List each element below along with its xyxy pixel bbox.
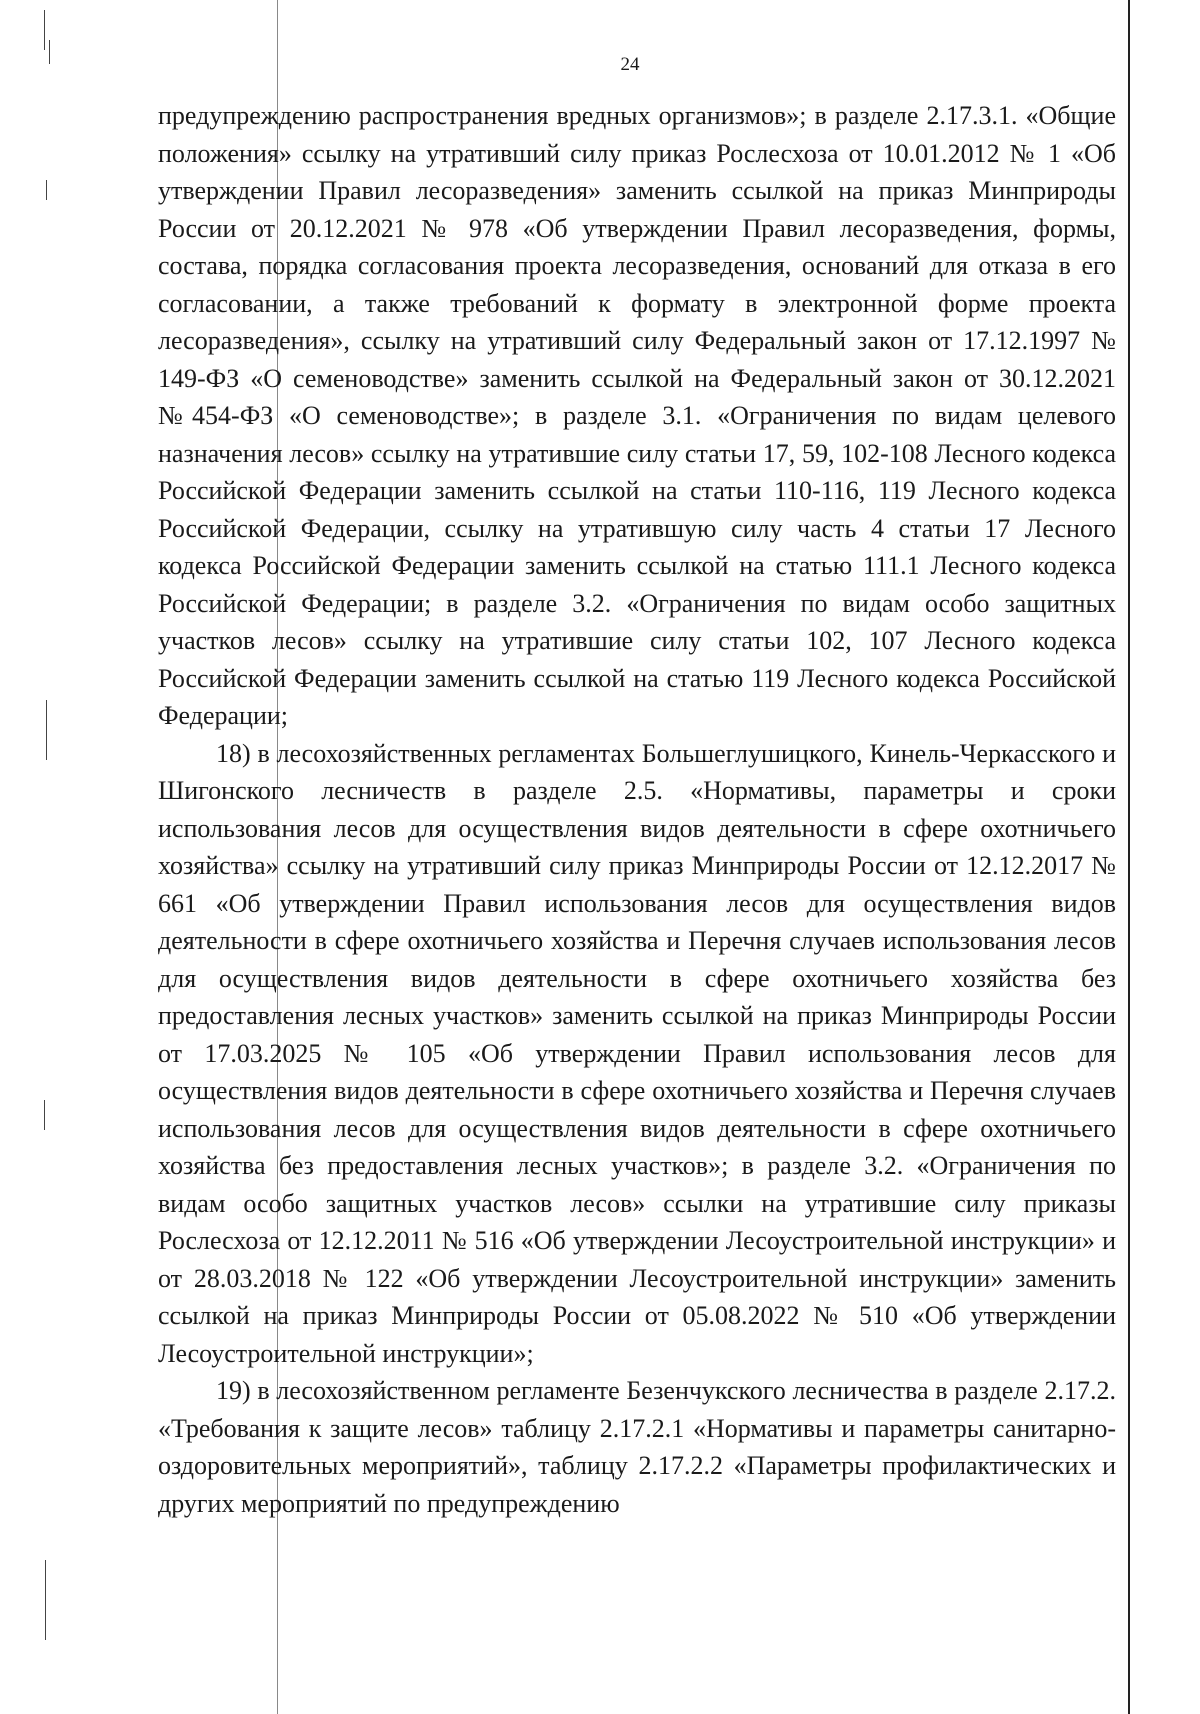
paragraph-item-18: 18) в лесохозяйственных регламентах Большеглушицкого, Кинель-Черкасского и Шигонского лесничеств в разделе 2.5. «Нормативы, параметры и сроки использования лесов для осуществления видов деятельности в сфере охотничьего хозяйства» ссылку на утративший силу приказ Минприроды России от 12.12.2017 № 661 «Об утверждении Правил использования лесов для осуществления видов деятельности в сфере охотничьего хозяйства и Перечня случаев использования лесов для осуществления видов деятельности в сфере охотничьего хозяйства без предоставления лесных участков» заменить ссылкой на приказ Минприроды России от 17.03.2025 № 105 «Об утверждении Правил использования лесов для осуществления видов деятельности в сфере охотничьего хозяйства и Перечня случаев использования лесов для осуществления видов деятельности в сфере охотничьего хозяйства без предоставления лесных участков»; в разделе 3.2. «Ограничения по видам особо защитных участков лесов» ссылки на утратившие силу приказы Рослесхоза от 12.12.2011 № 516 «Об утверждении Лесоустроительной инструкции» и от 28.03.2018 № 122 «Об утверждении Лесоустроительной инструкции» заменить ссылкой на приказ Минприроды России от 05.08.2022 № 510 «Об утверждении Лесоустроительной инструкции»; bbox=[158, 738, 1116, 1368]
paragraph-item-19: 19) в лесохозяйственном регламенте Безенчукского лесничества в разделе 2.17.2. «Требования к защите лесов» таблицу 2.17.2.1 «Нормативы и параметры санитарно-оздоровительных мероприятий», таблицу 2.17.2.2 «Параметры профилактических и других мероприятий по предупреждению bbox=[158, 1376, 1116, 1518]
paragraph-continuation: предупреждению распространения вредных организмов»; в разделе 2.17.3.1. «Общие положения» ссылку на утративший силу приказ Рослесхоза от 10.01.2012 № 1 «Об утверждении Правил лесоразведения» заменить ссылкой на приказ Минприроды России от 20.12.2021 № 978 «Об утверждении Правил лесоразведения, формы, состава, порядка согласования проекта лесоразведения, оснований для отказа в его согласовании, а также требований к формату в электронной форме проекта лесоразведения», ссылку на утративший силу Федеральный закон от 17.12.1997 № 149-ФЗ «О семеноводстве» заменить ссылкой на Федеральный закон от 30.12.2021 №454-ФЗ «О семеноводстве»; в разделе 3.1. «Ограничения по видам целевого назначения лесов» ссылку на утратившие силу статьи 17, 59, 102-108 Лесного кодекса Российской Федерации заменить ссылкой на статьи 110-116, 119 Лесного кодекса Российской Федерации, ссылку на утратившую силу часть 4 статьи 17 Лесного кодекса Российской Федерации заменить ссылкой на статью 111.1 Лесного кодекса Российской Федерации; в разделе 3.2. «Ограничения по видам особо защитных участков лесов» ссылку на утратившие силу статьи 102, 107 Лесного кодекса Российской Федерации заменить ссылкой на статью 119 Лесного кодекса Российской Федерации; bbox=[158, 101, 1116, 730]
scan-right-border bbox=[1128, 0, 1130, 1714]
document-body bbox=[158, 97, 1116, 1522]
scan-margin-marks bbox=[40, 0, 60, 1714]
page-number: 24 bbox=[620, 54, 640, 75]
